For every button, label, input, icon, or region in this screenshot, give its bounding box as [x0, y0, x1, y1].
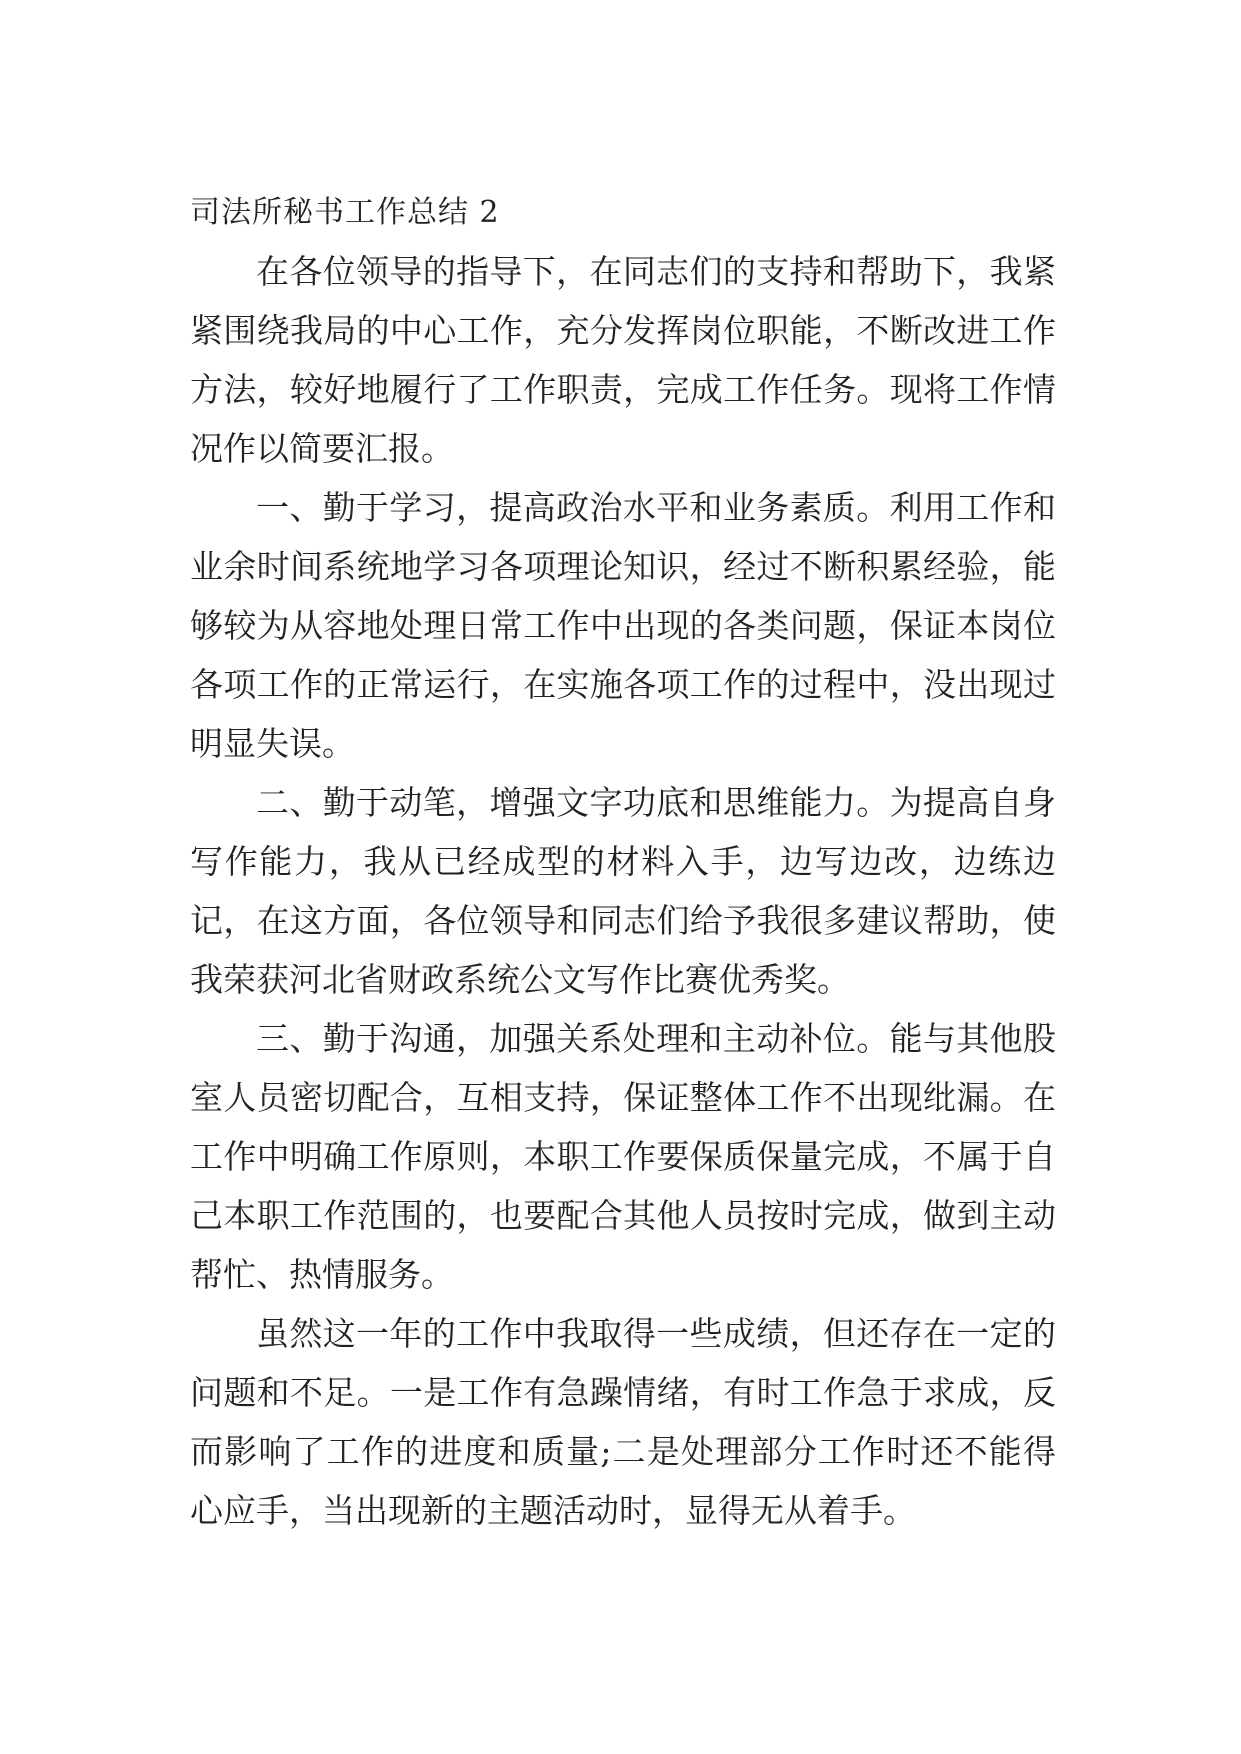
document-body [190, 183, 1056, 1540]
document-title: 司法所秘书工作总结 2 [190, 195, 500, 230]
paragraph-writing: 二、勤于动笔，增强文字功底和思维能力。为提高自身写作能力，我从已经成型的材料入手，边写边改，边练边记，在这方面，各位领导和同志们给予我很多建议帮助，使我荣获河北省财政系统公文写作比赛优秀奖。 [190, 783, 1056, 999]
paragraph-communication: 三、勤于沟通，加强关系处理和主动补位。能与其他股室人员密切配合，互相支持，保证整体工作不出现纰漏。在工作中明确工作原则，本职工作要保质保量完成，不属于自己本职工作范围的，也要配合其他人员按时完成，做到主动帮忙、热情服务。 [190, 1019, 1056, 1294]
paragraph-study: 一、勤于学习，提高政治水平和业务素质。利用工作和业余时间系统地学习各项理论知识，经过不断积累经验，能够较为从容地处理日常工作中出现的各类问题，保证本岗位各项工作的正常运行，在实施各项工作的过程中，没出现过明显失误。 [190, 488, 1056, 763]
paragraph-intro: 在各位领导的指导下，在同志们的支持和帮助下，我紧紧围绕我局的中心工作，充分发挥岗位职能，不断改进工作方法，较好地履行了工作职责，完成工作任务。现将工作情况作以简要汇报。 [190, 252, 1056, 468]
paragraph-shortcomings: 虽然这一年的工作中我取得一些成绩，但还存在一定的问题和不足。一是工作有急躁情绪，有时工作急于求成，反而影响了工作的进度和质量;二是处理部分工作时还不能得心应手，当出现新的主题活动时，显得无从着手。 [190, 1314, 1056, 1530]
